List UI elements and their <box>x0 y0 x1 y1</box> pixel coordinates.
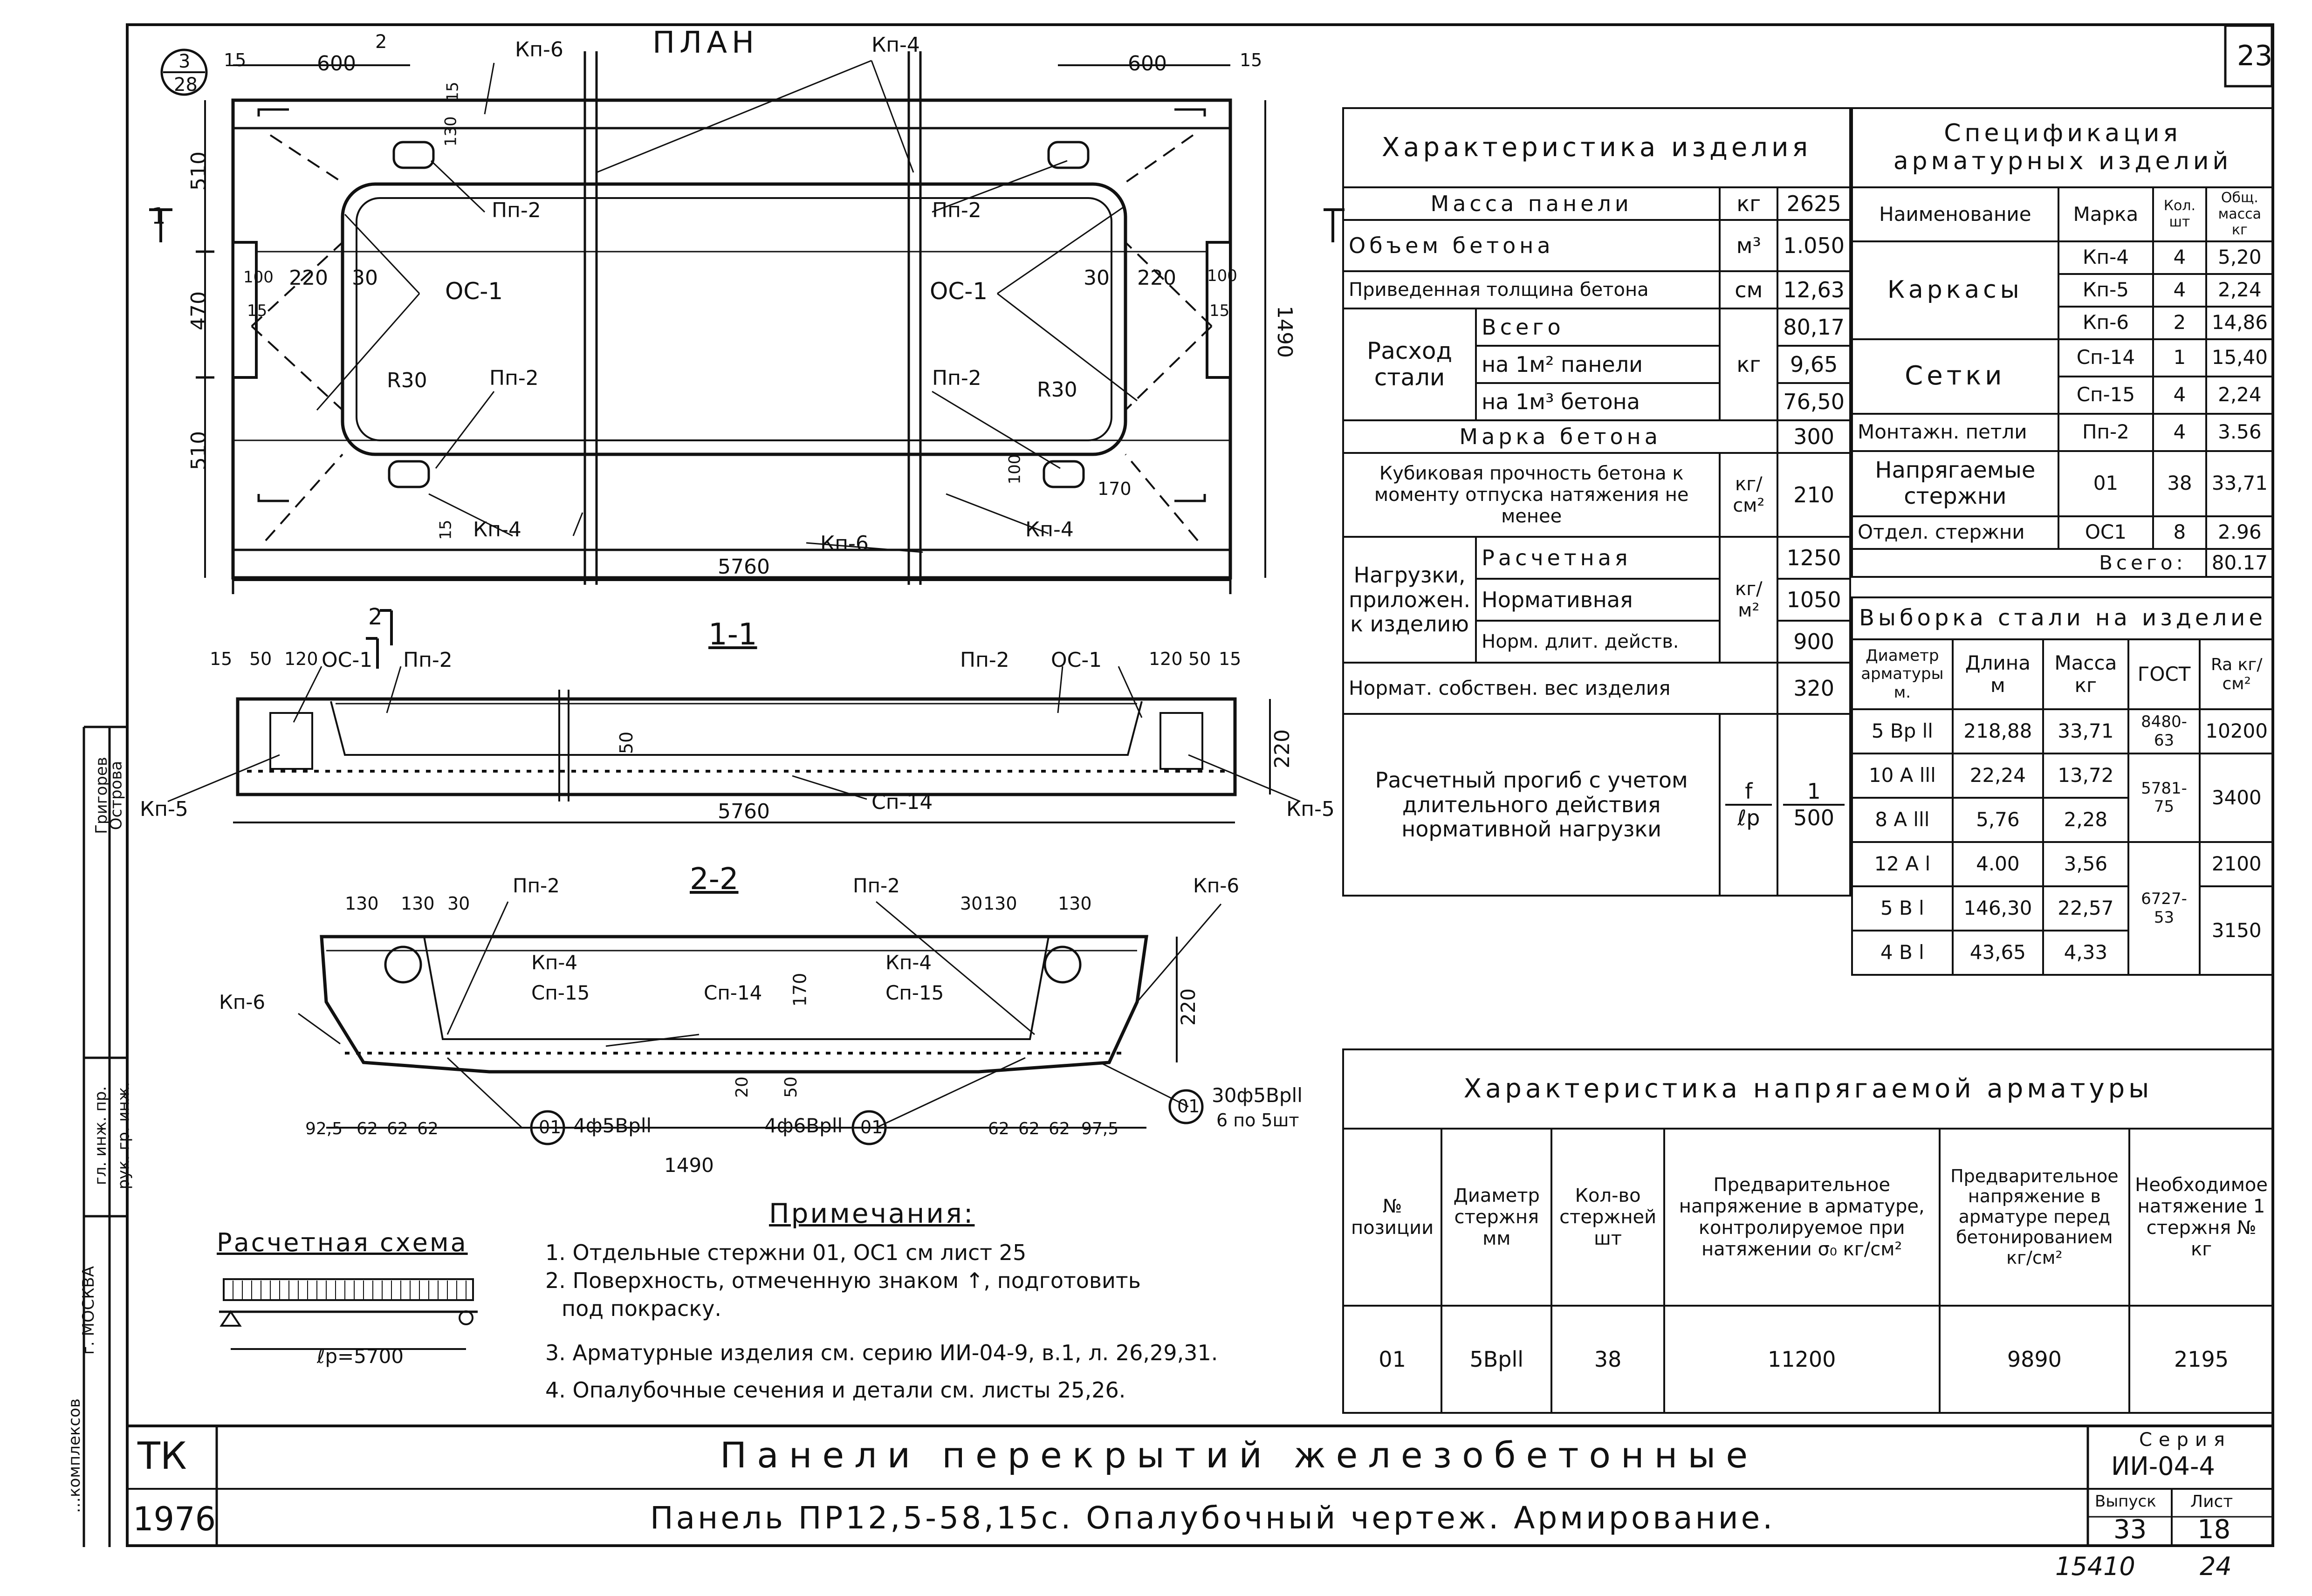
title-line-1: Панели перекрытий железобетонные <box>720 1434 1758 1476</box>
org-text: …комплексов <box>65 1398 84 1513</box>
name: Острова <box>107 760 126 830</box>
concrete-grade-label: Марка бетона <box>1343 420 1777 453</box>
spec-qty: 8 <box>2153 516 2206 549</box>
deflection-value-top: 1 <box>1783 779 1845 806</box>
label-pp2: Пп-2 <box>932 199 981 222</box>
dim: 30 <box>960 893 983 914</box>
plan-title: ПЛАН <box>652 26 759 60</box>
steel-d: 4 В l <box>1852 931 1953 975</box>
prestress-sigma0: 11200 <box>1664 1306 1940 1413</box>
spec-group: Сетки <box>1852 339 2058 414</box>
spec-mass: 33,71 <box>2206 451 2273 516</box>
load-item: Нормативная <box>1476 579 1720 621</box>
org-city: г. МОСКВА <box>79 1266 98 1355</box>
radius: R30 <box>1037 378 1077 402</box>
label-pp2: Пп-2 <box>853 874 900 897</box>
dim: 130 <box>441 116 460 147</box>
steel-item: Всего <box>1476 308 1720 346</box>
spec-group: Отдел. стержни <box>1852 516 2058 549</box>
prestress-header: Предварительное напряжение в арматуре, контролируемое при натяжении σ₀ кг/см² <box>1664 1129 1940 1306</box>
dim: 15 <box>1219 649 1242 669</box>
label-pp2: Пп-2 <box>932 366 981 390</box>
spec-mark: Кп-5 <box>2058 274 2153 307</box>
spec-group: Монтажн. петли <box>1852 414 2058 451</box>
dim: 62 <box>357 1119 378 1138</box>
dim: 510 <box>186 151 211 191</box>
prestress-tension: 2195 <box>2129 1306 2273 1413</box>
loads-unit: кг/м² <box>1720 537 1777 663</box>
label-kp4: Кп-4 <box>885 951 932 974</box>
spec-mark: Пп-2 <box>2058 414 2153 451</box>
steel-ra: 3150 <box>2200 886 2273 975</box>
series-value: ИИ-04-4 <box>2111 1452 2215 1481</box>
label-pp2: Пп-2 <box>489 366 539 390</box>
name: Григорев <box>92 757 111 834</box>
cube-strength-value: 210 <box>1777 453 1850 537</box>
dim: 220 <box>1270 729 1294 768</box>
steel-item: на 1м² панели <box>1476 346 1720 383</box>
issue-value: 33 <box>2113 1514 2147 1545</box>
spec-total-label: Всего: <box>1852 549 2206 577</box>
spec-mass: 2.96 <box>2206 516 2273 549</box>
section-mark: 2 <box>368 604 383 630</box>
dim: 170 <box>1098 479 1132 499</box>
radius: R30 <box>387 369 427 392</box>
dim: 62 <box>387 1119 408 1138</box>
steel-header: Ra кг/см² <box>2200 639 2273 709</box>
spec-mark: Кп-6 <box>2058 307 2153 339</box>
note-item: 4. Опалубочные сечения и детали см. листы 25,26. <box>545 1377 1126 1403</box>
dim: 15 <box>210 649 233 669</box>
char-value: 1.050 <box>1777 220 1850 271</box>
issue-label: Выпуск <box>2095 1492 2156 1511</box>
dim: 50 <box>1188 649 1211 669</box>
steel-d: 5 В l <box>1852 886 1953 931</box>
prestress-diameter: 5Врll <box>1441 1306 1551 1413</box>
dim: 15 <box>247 301 268 320</box>
spec-total: 80.17 <box>2206 549 2273 577</box>
steel-len: 22,24 <box>1953 753 2043 798</box>
dim: 600 <box>1128 52 1167 75</box>
section-2-2-title: 2-2 <box>690 862 739 897</box>
steel-d: 5 Вр ll <box>1852 709 1953 753</box>
label-os1: ОС-1 <box>1051 648 1102 672</box>
prestress-table <box>1342 1048 2274 1414</box>
steel-unit: кг <box>1720 308 1777 420</box>
callout-text: 30ф5Врll <box>1212 1084 1303 1107</box>
role: гл. инж. пр. <box>91 1086 110 1185</box>
page-number: 23 <box>2237 40 2273 72</box>
spec-mass: 2,24 <box>2206 377 2273 414</box>
dim: 220 <box>289 266 328 290</box>
char-unit: м³ <box>1720 220 1777 271</box>
label-kp4: Кп-4 <box>871 33 920 57</box>
prestress-pos: 01 <box>1343 1306 1441 1413</box>
characteristics-title: Характеристика изделия <box>1343 108 1850 187</box>
steel-d: 10 А lll <box>1852 753 1953 798</box>
label-kp4: Кп-4 <box>1025 518 1074 541</box>
steel-header: Длина м <box>1953 639 2043 709</box>
dim: 220 <box>1177 988 1200 1026</box>
load-value: 1050 <box>1777 579 1850 621</box>
dim: 62 <box>988 1119 1009 1138</box>
steel-len: 4.00 <box>1953 842 2043 886</box>
label-pp2: Пп-2 <box>960 648 1009 672</box>
prestress-header: Необходимое натяжение 1 стержня № кг <box>2129 1129 2273 1306</box>
dim: 120 <box>1149 649 1183 669</box>
label-pp2: Пп-2 <box>513 874 560 897</box>
spec-header: Кол. шт <box>2153 187 2206 241</box>
label-sp15: Сп-15 <box>885 981 944 1004</box>
title-line-2: Панель ПР12,5-58,15с. Опалубочный чертеж. Армирование. <box>650 1500 1776 1536</box>
section-mark: 1 <box>151 203 166 229</box>
spec-mass: 3.56 <box>2206 414 2273 451</box>
notes-title: Примечания: <box>769 1198 975 1229</box>
note-item: 3. Арматурные изделия см. серию ИИ-04-9, в.1, л. 26,29,31. <box>545 1340 1218 1365</box>
steel-gost: 5781-75 <box>2128 753 2200 842</box>
steel-group: Расход стали <box>1343 308 1476 420</box>
characteristics-table <box>1342 107 1851 897</box>
spec-mass: 2,24 <box>2206 274 2273 307</box>
dim: 600 <box>317 52 356 75</box>
label-kp6: Кп-6 <box>219 991 266 1014</box>
steel-len: 218,88 <box>1953 709 2043 753</box>
dim: 100 <box>1005 454 1024 485</box>
steel-item: на 1м³ бетона <box>1476 383 1720 420</box>
label-kp6: Кп-6 <box>515 38 563 62</box>
dim: 15 <box>1240 50 1262 70</box>
prestress-header: Диаметр стержня мм <box>1441 1129 1551 1306</box>
spec-header: Марка <box>2058 187 2153 241</box>
spec-mark: Сп-14 <box>2058 339 2153 377</box>
steel-header: Масса кг <box>2043 639 2128 709</box>
steel-selection-title: Выборка стали на изделие <box>1852 597 2273 639</box>
spec-header: Наименование <box>1852 187 2058 241</box>
steel-ra: 3400 <box>2200 753 2273 842</box>
steel-value: 80,17 <box>1777 308 1850 346</box>
cube-strength-unit: кг/см² <box>1720 453 1777 537</box>
spec-qty: 1 <box>2153 339 2206 377</box>
dim-width: 1490 <box>664 1154 714 1177</box>
prestress-header: Кол-во стержней шт <box>1551 1129 1664 1306</box>
series-label: Серия <box>2139 1429 2231 1451</box>
spec-qty: 4 <box>2153 274 2206 307</box>
label-kp5: Кп-5 <box>140 797 188 821</box>
label-kp6: Кп-6 <box>1193 874 1240 897</box>
steel-mass: 22,57 <box>2043 886 2128 931</box>
label-kp4: Кп-4 <box>473 518 521 541</box>
section-ref-top: 3 <box>178 51 191 72</box>
section-ref-bottom: 28 <box>174 74 198 96</box>
spec-qty: 4 <box>2153 377 2206 414</box>
calc-scheme-title: Расчетная схема <box>217 1228 468 1257</box>
load-value: 1250 <box>1777 537 1850 579</box>
load-item: Расчетная <box>1476 537 1720 579</box>
loads-group: Нагрузки, приложен. к изделию <box>1343 537 1476 663</box>
label-sp15: Сп-15 <box>531 981 590 1004</box>
section-1-1-title: 1-1 <box>708 617 757 652</box>
dim: 170 <box>789 973 810 1007</box>
dim: 62 <box>1049 1119 1070 1138</box>
steel-gost: 8480-63 <box>2128 709 2200 753</box>
label-pp2: Пп-2 <box>492 199 541 222</box>
char-name: Объем бетона <box>1343 220 1720 271</box>
dim-length: 5760 <box>718 800 770 823</box>
steel-ra: 10200 <box>2200 709 2273 753</box>
spec-mark: Сп-15 <box>2058 377 2153 414</box>
steel-d: 12 А l <box>1852 842 1953 886</box>
dim: 30 <box>1084 266 1110 290</box>
note-item: под покраску. <box>562 1296 721 1321</box>
label-os1: ОС-1 <box>930 278 988 305</box>
dim: 62 <box>417 1119 439 1138</box>
spec-header: Общ. масса кг <box>2206 187 2273 241</box>
prestress-count: 38 <box>1551 1306 1664 1413</box>
dim: 92,5 <box>305 1119 343 1138</box>
steel-header: ГОСТ <box>2128 639 2200 709</box>
steel-selection-table <box>1851 596 2274 976</box>
label-os1: ОС-1 <box>322 648 373 672</box>
dim: 130 <box>401 893 435 914</box>
callout-sub: 6 по 5шт <box>1216 1110 1299 1130</box>
section-2-2 <box>298 902 1221 1144</box>
spec-qty: 4 <box>2153 414 2206 451</box>
calc-span: ℓр=5700 <box>317 1345 404 1368</box>
prestress-before-concreting: 9890 <box>1940 1306 2130 1413</box>
deflection-unit-top: f <box>1725 779 1772 806</box>
spec-mass: 5,20 <box>2206 241 2273 274</box>
spec-mark: 01 <box>2058 451 2153 516</box>
self-weight-value: 320 <box>1777 663 1850 714</box>
spec-qty: 38 <box>2153 451 2206 516</box>
char-unit: см <box>1720 271 1777 308</box>
note-item: 1. Отдельные стержни 01, ОС1 см лист 25 <box>545 1240 1027 1265</box>
deflection-value-bottom: 500 <box>1793 805 1835 830</box>
dim: 2 <box>375 31 387 53</box>
steel-d: 8 А lll <box>1852 798 1953 842</box>
position-marker: 01 <box>860 1117 883 1137</box>
callout-text: 4ф6Врll <box>764 1114 843 1137</box>
spec-qty: 2 <box>2153 307 2206 339</box>
dim: 20 <box>732 1076 752 1098</box>
dim-length: 5760 <box>718 555 770 579</box>
steel-mass: 4,33 <box>2043 931 2128 975</box>
label-kp5: Кп-5 <box>1286 797 1335 821</box>
dim: 130 <box>1058 893 1092 914</box>
dim: 50 <box>616 731 637 754</box>
spec-table <box>1851 107 2274 578</box>
archive-number: 15410 <box>2055 1552 2135 1581</box>
dim: 97,5 <box>1081 1119 1119 1138</box>
char-unit: кг <box>1720 187 1777 220</box>
concrete-grade-value: 300 <box>1777 420 1850 453</box>
load-item: Норм. длит. действ. <box>1476 621 1720 663</box>
label-pp2: Пп-2 <box>403 648 453 672</box>
callout-text: 4ф5Врll <box>573 1114 652 1137</box>
char-name: Масса панели <box>1343 187 1720 220</box>
label-sp14: Сп-14 <box>871 790 933 814</box>
load-value: 900 <box>1777 621 1850 663</box>
dim: 15 <box>1209 301 1230 320</box>
dim: 15 <box>436 520 455 540</box>
steel-value: 9,65 <box>1777 346 1850 383</box>
dim: 510 <box>186 431 211 470</box>
self-weight-label: Нормат. собствен. вес изделия <box>1343 663 1777 714</box>
spec-mass: 15,40 <box>2206 339 2273 377</box>
position-marker: 01 <box>539 1117 562 1137</box>
spec-mark: Кп-4 <box>2058 241 2153 274</box>
dim: 15 <box>443 82 462 102</box>
steel-len: 146,30 <box>1953 886 2043 931</box>
prestress-title: Характеристика напрягаемой арматуры <box>1343 1049 2273 1129</box>
prestress-header: Предварительное напряжение в арматуре перед бетонированием кг/см² <box>1940 1129 2130 1306</box>
label-os1: ОС-1 <box>445 278 503 305</box>
prestress-header: № позиции <box>1343 1129 1441 1306</box>
char-name: Приведенная толщина бетона <box>1343 271 1720 308</box>
steel-gost: 6727-53 <box>2128 842 2200 975</box>
steel-mass: 33,71 <box>2043 709 2128 753</box>
tk-label: ТК <box>137 1434 187 1478</box>
year: 1976 <box>133 1500 216 1538</box>
spec-title: Спецификация арматурных изделий <box>1852 108 2273 187</box>
steel-len: 5,76 <box>1953 798 2043 842</box>
dim: 30 <box>447 893 470 914</box>
steel-len: 43,65 <box>1953 931 2043 975</box>
steel-value: 76,50 <box>1777 383 1850 420</box>
spec-qty: 4 <box>2153 241 2206 274</box>
handwritten-page: 24 <box>2200 1552 2232 1581</box>
dim: 50 <box>781 1076 801 1098</box>
dim: 130 <box>983 893 1017 914</box>
deflection-label: Расчетный прогиб с учетом длительного действия нормативной нагрузки <box>1343 714 1720 896</box>
label-sp14: Сп-14 <box>704 981 762 1004</box>
steel-mass: 3,56 <box>2043 842 2128 886</box>
dim: 100 <box>1207 267 1237 285</box>
dim: 130 <box>345 893 379 914</box>
char-value: 12,63 <box>1777 271 1850 308</box>
note-item: 2. Поверхность, отмеченную знаком ↑, подготовить <box>545 1268 1141 1293</box>
dim: 120 <box>284 649 318 669</box>
spec-mass: 14,86 <box>2206 307 2273 339</box>
steel-mass: 2,28 <box>2043 798 2128 842</box>
steel-mass: 13,72 <box>2043 753 2128 798</box>
deflection-unit-bottom: ℓр <box>1737 805 1760 830</box>
dim: 100 <box>243 268 274 287</box>
spec-group: Напрягаемые стержни <box>1852 451 2058 516</box>
calc-scheme-drawing <box>219 1279 478 1349</box>
dim: 50 <box>249 649 272 669</box>
dim: 15 <box>224 50 247 70</box>
role: рук. гр. инж. <box>114 1082 133 1190</box>
position-marker: 01 <box>1177 1096 1200 1117</box>
char-value: 2625 <box>1777 187 1850 220</box>
dim: 220 <box>1137 266 1176 290</box>
label-kp6: Кп-6 <box>820 532 869 555</box>
dim: 1490 <box>1272 306 1297 358</box>
spec-group: Каркасы <box>1852 241 2058 339</box>
steel-ra: 2100 <box>2200 842 2273 886</box>
label-kp4: Кп-4 <box>531 951 578 974</box>
steel-header: Диаметр арматуры м. <box>1852 639 1953 709</box>
spec-mark: ОС1 <box>2058 516 2153 549</box>
sheet-value: 18 <box>2197 1514 2231 1545</box>
dim: 62 <box>1018 1119 1040 1138</box>
sheet-label: Лист <box>2190 1492 2233 1511</box>
dim: 30 <box>352 266 378 290</box>
cube-strength-label: Кубиковая прочность бетона к моменту отпуска натяжения не менее <box>1343 453 1720 537</box>
dim: 470 <box>186 291 211 330</box>
